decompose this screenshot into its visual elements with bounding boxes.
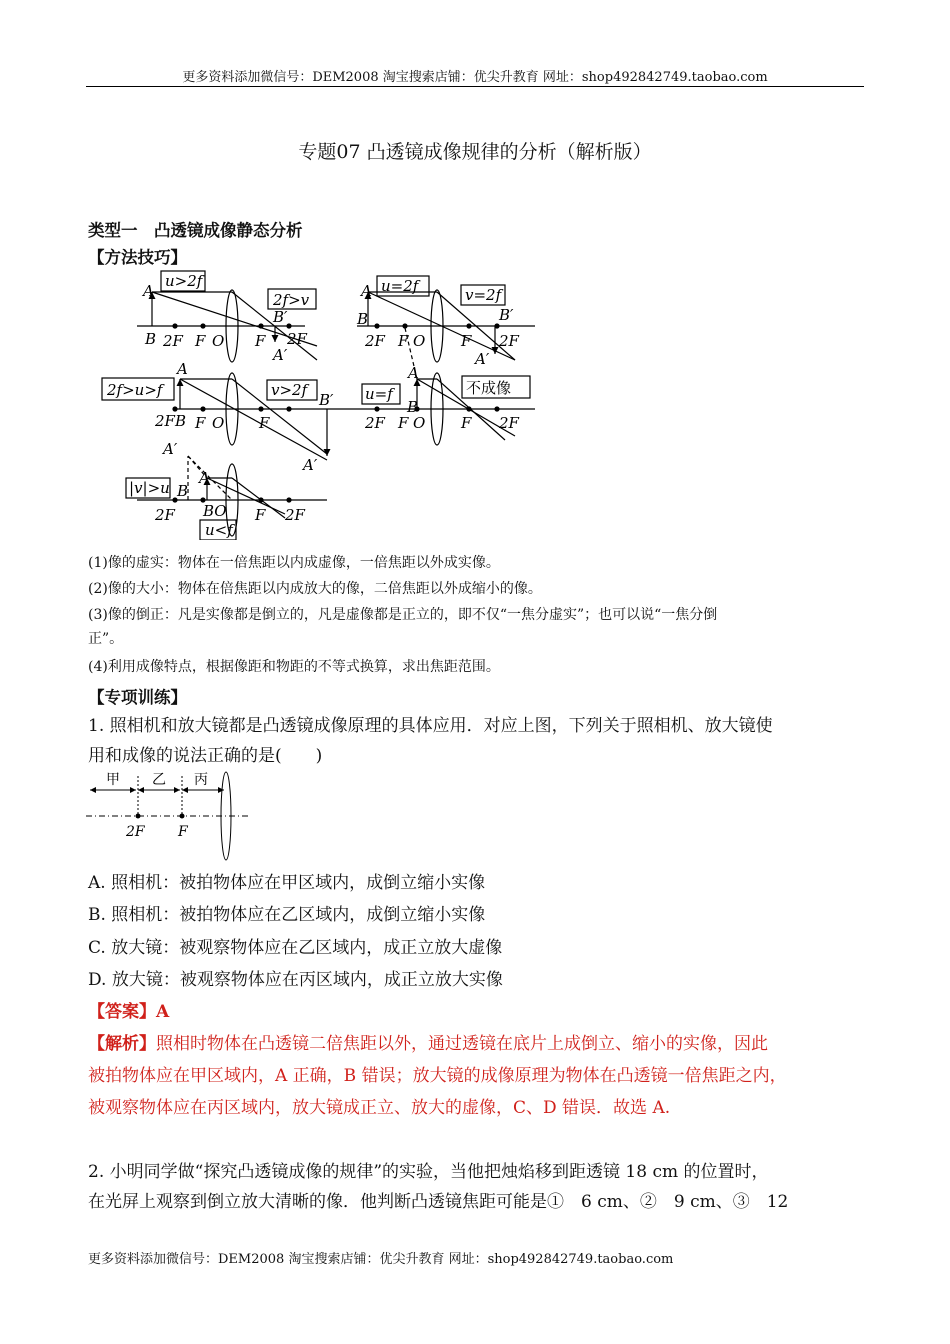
header-text: 更多资料添加微信号：DEM2008 淘宝搜索店铺：优尖升教育 网址：shop492842749.taobao.com xyxy=(182,70,768,85)
svg-text:A: A xyxy=(143,282,154,300)
svg-text:B′: B′ xyxy=(319,391,334,409)
q1-analysis-line-1: 【解析】照相时物体在凸透镜二倍焦距以外，通过透镜在底片上成倒立、缩小的实像，因此 xyxy=(88,1034,768,1054)
svg-text:2F: 2F xyxy=(163,332,183,350)
note-1: (1)像的虚实：物体在一倍焦距以内成虚像，一倍焦距以外成实像。 xyxy=(88,555,500,571)
q2-line-2: 在光屏上观察到倒立放大清晰的像．他判断凸透镜焦距可能是① 6 cm、② 9 cm、③ 12 xyxy=(88,1192,789,1212)
page-title: 专题07 凸透镜成像规律的分析（解析版） xyxy=(298,141,652,163)
svg-text:2F: 2F xyxy=(499,332,519,350)
q1-option-a: A. 照相机：被拍物体应在甲区域内，成倒立缩小实像 xyxy=(88,873,486,893)
label-2f-gt-u-gt-f: 2f>u>f xyxy=(107,381,163,399)
svg-text:F: F xyxy=(398,414,409,432)
svg-text:2F: 2F xyxy=(287,330,307,348)
q2-line-1: 2. 小明同学做“探究凸透镜成像的规律”的实验，当他把烛焰移到距透镜 18 cm 的位置时， xyxy=(88,1162,769,1182)
svg-text:F: F xyxy=(461,414,472,432)
svg-text:F: F xyxy=(398,332,409,350)
zone-bing: 丙 xyxy=(194,772,208,788)
svg-text:A′: A′ xyxy=(273,346,288,364)
footer-text: 更多资料添加微信号：DEM2008 淘宝搜索店铺：优尖升教育 网址：shop492842749.taobao.com xyxy=(88,1252,674,1267)
training-heading: 【专项训练】 xyxy=(88,688,187,707)
label-u-eq-f: u=f xyxy=(365,385,393,403)
q1-line-2: 用和成像的说法正确的是( ) xyxy=(88,746,323,766)
label-2f-gt-v: 2f>v xyxy=(273,291,310,309)
svg-text:O: O xyxy=(413,332,426,350)
svg-text:A: A xyxy=(408,364,419,382)
svg-text:F: F xyxy=(255,506,266,524)
svg-text:B: B xyxy=(177,482,189,500)
svg-text:F: F xyxy=(195,332,206,350)
lens-ray-diagram xyxy=(95,268,545,540)
svg-text:B: B xyxy=(407,398,419,416)
svg-text:O: O xyxy=(212,332,225,350)
section-heading: 类型一 凸透镜成像静态分析 xyxy=(88,221,303,240)
svg-text:F: F xyxy=(255,332,266,350)
label-v-gt-u: |v|>u xyxy=(129,479,170,497)
svg-text:A: A xyxy=(177,360,188,378)
note-3-cont: 正”。 xyxy=(88,631,124,647)
label-u-lt-f: u<f xyxy=(205,521,233,539)
zone-jia: 甲 xyxy=(106,772,120,788)
q1-option-d: D. 放大镜：被观察物体应在丙区域内，成正立放大实像 xyxy=(88,970,503,990)
svg-text:F: F xyxy=(195,414,206,432)
note-2: (2)像的大小：物体在倍焦距以内成放大的像，二倍焦距以外成缩小的像。 xyxy=(88,581,542,597)
svg-text:2F: 2F xyxy=(285,506,305,524)
svg-text:2FB: 2FB xyxy=(155,412,186,430)
header-rule xyxy=(86,86,864,87)
svg-text:F: F xyxy=(461,332,472,350)
q1-zone-figure xyxy=(86,768,256,864)
q1-answer: 【答案】A xyxy=(88,1002,170,1022)
q1-analysis-line-3: 被观察物体应在丙区域内，放大镜成正立、放大的虚像，C、D 错误．故选 A. xyxy=(88,1098,671,1118)
label-u-gt-2f: u>2f xyxy=(165,272,203,290)
svg-text:2F: 2F xyxy=(365,332,385,350)
q1-option-c: C. 放大镜：被观察物体应在乙区域内，成正立放大虚像 xyxy=(88,938,503,958)
svg-text:F: F xyxy=(259,414,270,432)
label-no-image: 不成像 xyxy=(466,379,512,397)
zone-yi: 乙 xyxy=(152,772,166,788)
note-3: (3)像的倒正：凡是实像都是倒立的，凡是虚像都是正立的，即不仅“一焦分虚实”；也可以说“一焦分倒 xyxy=(88,607,718,623)
label-v-eq-2f: v=2f xyxy=(465,286,502,304)
svg-text:BO: BO xyxy=(203,502,227,520)
svg-text:A′: A′ xyxy=(163,440,178,458)
svg-text:2F: 2F xyxy=(499,414,519,432)
analysis-label: 【解析】 xyxy=(88,1034,156,1054)
svg-text:B′: B′ xyxy=(273,308,288,326)
svg-text:A′: A′ xyxy=(303,456,318,474)
q1-option-b: B. 照相机：被拍物体应在乙区域内，成倒立缩小实像 xyxy=(88,905,486,925)
svg-text:B′: B′ xyxy=(499,306,514,324)
label-v-gt-2f: v>2f xyxy=(271,381,308,399)
svg-text:A′: A′ xyxy=(475,350,490,368)
svg-text:O: O xyxy=(413,414,426,432)
method-heading: 【方法技巧】 xyxy=(88,248,187,267)
svg-text:2F: 2F xyxy=(365,414,385,432)
svg-text:B: B xyxy=(357,310,369,328)
note-4: (4)利用成像特点，根据像距和物距的不等式换算，求出焦距范围。 xyxy=(88,659,500,675)
svg-text:O: O xyxy=(212,414,225,432)
svg-text:2F: 2F xyxy=(126,824,145,840)
svg-text:B: B xyxy=(145,330,157,348)
q1-line-1: 1. 照相机和放大镜都是凸透镜成像原理的具体应用．对应上图，下列关于照相机、放大镜使 xyxy=(88,716,773,736)
svg-text:F: F xyxy=(178,824,188,840)
svg-text:2F: 2F xyxy=(155,506,175,524)
q1-analysis-line-2: 被拍物体应在甲区域内，A 正确，B 错误；放大镜的成像原理为物体在凸透镜一倍焦距之内， xyxy=(88,1066,787,1086)
svg-text:A: A xyxy=(361,282,372,300)
label-u-eq-2f: u=2f xyxy=(381,277,419,295)
svg-text:A: A xyxy=(199,469,210,487)
